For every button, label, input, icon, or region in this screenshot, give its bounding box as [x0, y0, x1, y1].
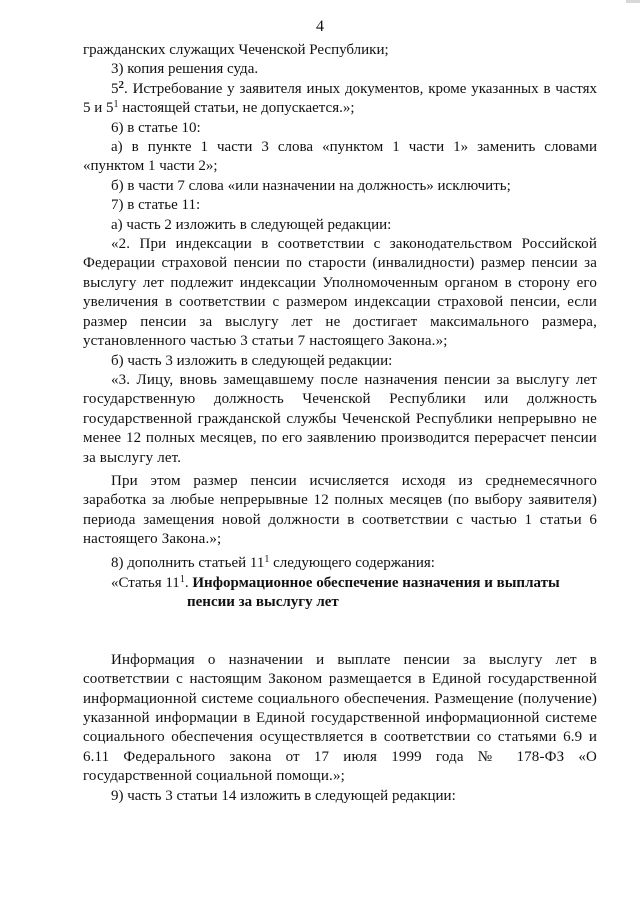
part-text-end: настоящей статьи, не допускается.»; — [118, 100, 355, 117]
page-number: 4 — [316, 18, 324, 35]
item-8-text-end: следующего содержания: — [269, 554, 435, 571]
article-title-line1: Информационное обеспечение назначения и выплаты — [192, 574, 560, 591]
item-6: 6) в статье 10: — [111, 119, 201, 136]
item-8-text: 8) дополнить статьей 11 — [111, 554, 265, 571]
item-8 — [83, 554, 597, 573]
paragraph-salary-calculation: При этом размер пенсии исчисляется исходя из среднемесячного заработка за любые непрерывные 12 полных месяцев (по выбору заявителя) периода замещения новой должности в соответствии с частью 1 статьи 6 настоящего Закона.»; — [83, 472, 597, 548]
paragraph-continuation: гражданских служащих Чеченской Республики; — [83, 42, 389, 58]
article-label: «Статья 11 — [111, 574, 180, 591]
part-text: . Истребование у заявителя иных документов, кроме указанных в частях 5 и 5 — [83, 80, 597, 117]
list-item-3: 3) копия решения суда. — [111, 61, 259, 78]
subitem-6a: а) в пункте 1 части 3 слова «пунктом 1 части 1» заменить словами «пунктом 1 части 2»; — [83, 139, 597, 175]
part-superscript: 2 — [118, 78, 124, 91]
part-superscript-2: 1 — [113, 99, 119, 111]
part-number: 5 — [111, 80, 119, 97]
item-9: 9) часть 3 статьи 14 изложить в следующей редакции: — [111, 787, 456, 804]
item-7: 7) в статье 11: — [111, 197, 201, 214]
quoted-part-2: «2. При индексации в соответствии с законодательством Российской Федерации страховой пенсии по старости (инвалидности) размер пенсии за выслугу лет подлежит индексации Уполномоченным органом в сторону его увеличения в соответствии с размером индексации страховой пенсии, если размер пенсии за выслугу лет не достигает максимального размера, установленного частью 3 статьи 7 настоящего Закона.»; — [83, 236, 597, 350]
subitem-6b: б) в части 7 слова «или назначении на должность» исключить; — [111, 177, 511, 194]
subitem-7b: б) часть 3 изложить в следующей редакции: — [111, 352, 393, 369]
article-body: Информация о назначении и выплате пенсии за выслугу лет в соответствии с настоящим Законом размещается в Единой государственной информационной системе социального обеспечения. Размещение (получение) указанной информации в Единой государственной информационной системе социального обеспечения осуществляется в соответствии со статьями 6.9 и 6.11 Федерального закона от 17 июля 1999 года № 178-ФЗ «О государственной социальной помощи.»; — [83, 651, 597, 785]
item-8-superscript: 1 — [264, 553, 270, 565]
quoted-part-3: «3. Лицу, вновь замещавшему после назначения пенсии за выслугу лет государственную должность Чеченской Республики или должность государственной гражданской службы Чеченской Республики непрерывно не менее 12 полных месяцев, по его заявлению производится перерасчет пенсии за выслугу лет. — [83, 371, 597, 466]
article-heading: «Статья $11^1$. Информационное обеспечение назначения и выплаты пенсии за выслугу лет — [83, 574, 597, 613]
article-title-line2: пенсии за выслугу лет — [187, 594, 339, 611]
article-superscript: 1 — [179, 573, 185, 585]
scan-corner-mark — [626, 0, 640, 3]
document-body — [83, 41, 597, 806]
subitem-7a: а) часть 2 изложить в следующей редакции: — [111, 216, 392, 233]
paragraph-5-2 — [83, 80, 597, 119]
